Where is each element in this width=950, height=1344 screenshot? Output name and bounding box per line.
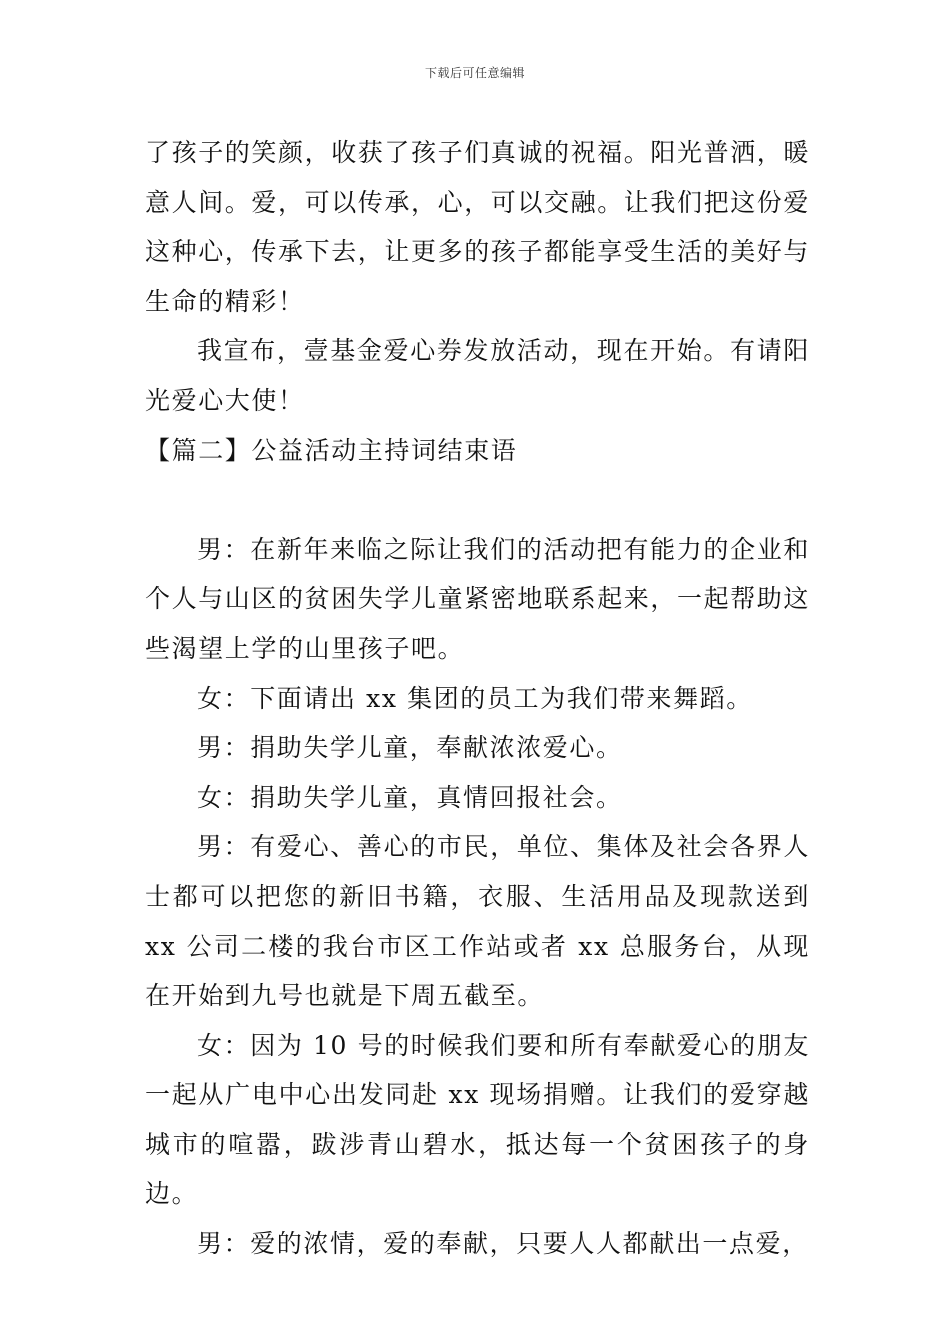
paragraph-1: 了孩子的笑颜，收获了孩子们真诚的祝福。阳光普洒，暖意人间。爱，可以传承，心，可以交融。让我们把这份爱这种心，传承下去，让更多的孩子都能享受生活的美好与生命的精彩！	[145, 138, 811, 316]
paragraph-9: 男：爱的浓情，爱的奉献，只要人人都献出一点爱，	[197, 1229, 809, 1259]
paragraph-4: 女：下面请出 xx 集团的员工为我们带来舞蹈。	[197, 683, 753, 713]
paragraph-5: 男：捐助失学儿童，奉献浓浓爱心。	[197, 733, 623, 763]
page-header-note: 下载后可任意编辑	[424, 66, 525, 80]
document-body	[145, 128, 810, 1269]
paragraph-2: 我宣布，壹基金爱心券发放活动，现在开始。有请阳光爱心大使！	[145, 336, 810, 415]
blank-line	[145, 475, 810, 525]
paragraph-6: 女：捐助失学儿童，真情回报社会。	[197, 782, 623, 812]
section-heading: 【篇二】公益活动主持词结束语	[145, 435, 518, 465]
paragraph-8: 女：因为 10 号的时候我们要和所有奉献爱心的朋友一起从广电中心出发同赴 xx 现场捐赠。让我们的爱穿越城市的喧嚣，跋涉青山碧水，抵达每一个贫困孩子的身边。	[145, 1030, 810, 1209]
paragraph-3: 男：在新年来临之际让我们的活动把有能力的企业和个人与山区的贫困失学儿童紧密地联系起来，一起帮助这些渴望上学的山里孩子吧。	[145, 534, 811, 663]
paragraph-7: 男：有爱心、善心的市民，单位、集体及社会各界人士都可以把您的新旧书籍，衣服、生活用品及现款送到 xx 公司二楼的我台市区工作站或者 xx 总服务台，从现在开始到九号也就是下周五截至。	[145, 832, 810, 1011]
